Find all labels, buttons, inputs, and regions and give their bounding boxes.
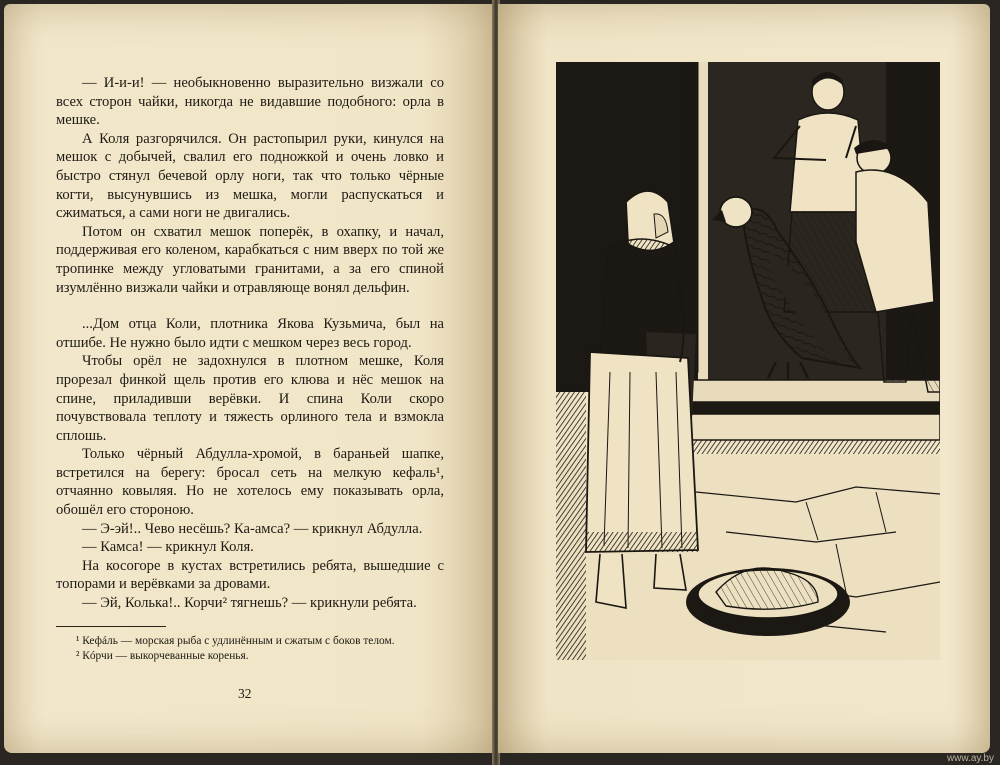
left-foreground-dark — [556, 382, 586, 660]
paragraph: А Коля разгорячился. Он растопырил руки, кинулся на мешок с добычей, свалил его подножкой и очень ловко и быстро стянул бечевой орлу ноги, так что только чёрные когти, высунувшись из мешка, могли распускаться и сжиматься, а сами ноги не двигались. — [56, 130, 444, 222]
footnote-rule — [56, 626, 166, 627]
footnote: ² Кóрчи — выкорчеванные коренья. — [76, 649, 249, 662]
paragraph: — Э-эй!.. Чево несёшь? Ка-амса? — крикнул Абдулла. — [82, 520, 423, 537]
step-low-shadow — [676, 440, 940, 454]
paragraph: На косогоре в кустах встретились ребята, вышедшие с топорами и верёвками за дровами. — [56, 557, 444, 593]
eagle-head — [720, 197, 752, 227]
paragraph: Потом он схватил мешок поперёк, в охапку, и начал, поддерживая его коленом, карабкаться с ним вверх по той же тропинке между угловатыми гранитами, а за его спиной изумлённо визжали чайки и отравляюще вонял дельфин. — [56, 223, 444, 296]
body-text — [56, 74, 444, 613]
paragraph: ...Дом отца Коли, плотника Якова Кузьмича, был на отшибе. Не нужно было идти с мешком через весь город. — [56, 316, 444, 351]
step-low — [676, 414, 940, 440]
step-top-shadow — [686, 402, 940, 414]
left-page — [4, 4, 494, 753]
paragraph: Чтобы орёл не задохнулся в плотном мешке, Коля прорезал финкой щель против его клюва и нёс мешок на спине, приладивши верёвки. И спина Коли скоро почувствовала теплоту и тяжесть орлиного тела и взмокла сплошь. — [56, 353, 444, 444]
illustration — [556, 62, 940, 660]
paragraph: — Камса! — крикнул Коля. — [82, 539, 254, 556]
step-top — [686, 380, 940, 402]
paragraph: — Эй, Колька!.. Корчи² тягнешь? — крикнули ребята. — [82, 595, 417, 612]
footnote: ¹ Кефáль — морская рыба с удлинённым и сжатым с боков телом. — [76, 635, 395, 647]
watermark: www.ay.by — [946, 753, 994, 764]
page-number: 32 — [238, 686, 252, 701]
paragraph: — И-и-и! — необыкновенно выразительно визжали со всех сторон чайки, никогда не видавшие подобного: орла в мешке. — [56, 75, 444, 129]
footnotes — [56, 634, 444, 663]
door-post — [684, 62, 698, 372]
door-lintel — [698, 62, 708, 392]
woman-hem — [586, 532, 698, 552]
paragraph: Только чёрный Абдулла-хромой, в бараньей шапке, встретился на берегу: бросал сеть на мелкую кефаль¹, отчаянно ковыляя. Но не хотелось ему показывать орла, обошёл его стороною. — [56, 446, 444, 519]
